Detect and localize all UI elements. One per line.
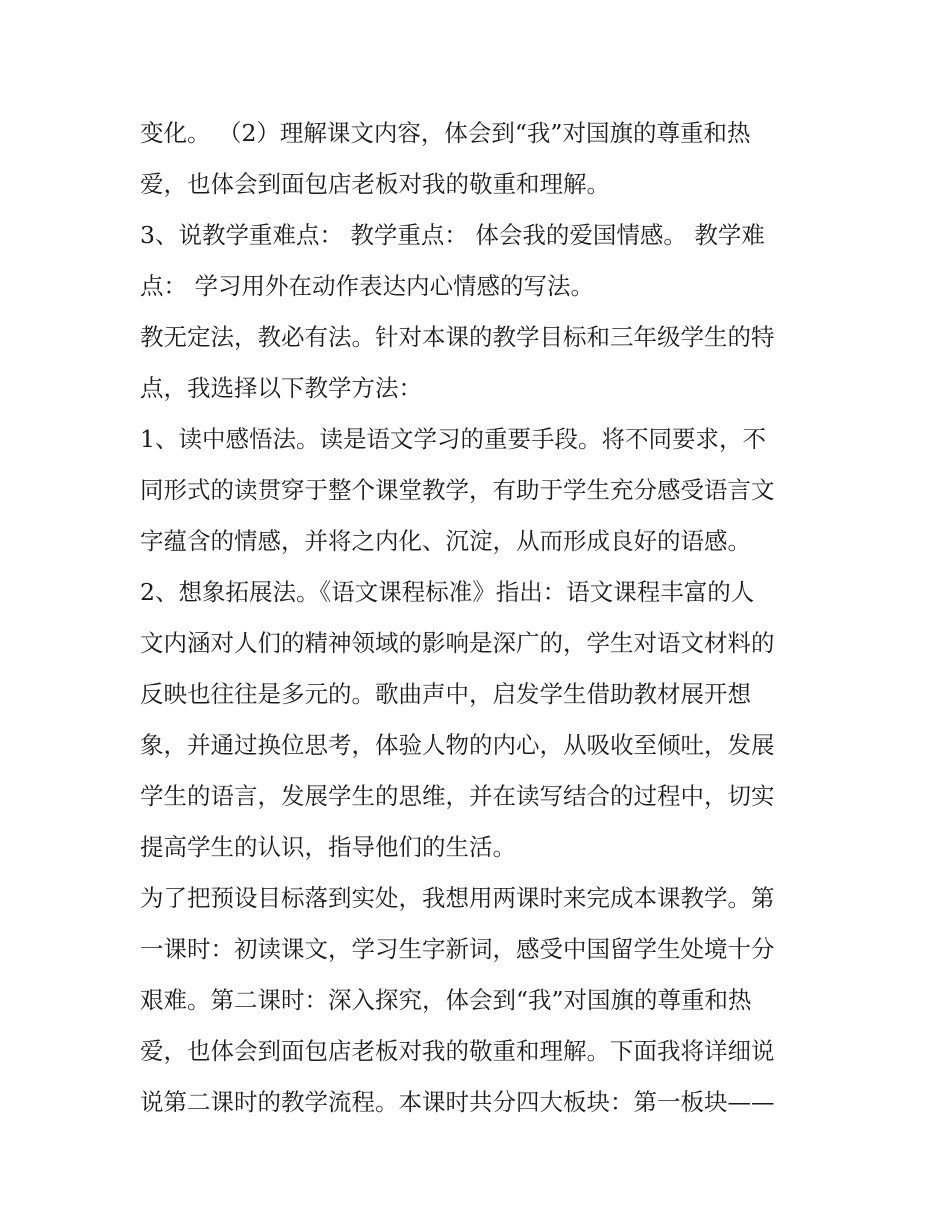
text-line: 象，并通过换位思考，体验人物的内心，从吸收至倾吐，发展: [140, 731, 775, 759]
text-line: 1、读中感悟法。读是语文学习的重要手段。将不同要求，不: [140, 425, 766, 453]
text-line: 反映也往往是多元的。歌曲声中，启发学生借助教材展开想: [140, 680, 751, 708]
text-line: 爱，也体会到面包店老板对我的敬重和理解。下面我将详细说: [140, 1037, 775, 1065]
text-line: 2、想象拓展法。《语文课程标准》指出：语文课程丰富的人: [140, 578, 755, 606]
text-line: 爱，也体会到面包店老板对我的敬重和理解。: [140, 170, 610, 198]
text-line: 同形式的读贯穿于整个课堂教学，有助于学生充分感受语言文: [140, 476, 775, 504]
text-line: 一课时：初读课文，学习生字新词，感受中国留学生处境十分: [140, 935, 775, 963]
text-line: 字蕴含的情感，并将之内化、沉淀，从而形成良好的语感。: [140, 527, 751, 555]
text-line: 变化。 （2）理解课文内容，体会到“我”对国旗的尊重和热: [140, 119, 751, 147]
text-line: 3、说教学重难点： 教学重点： 体会我的爱国情感。 教学难: [140, 221, 765, 249]
text-line: 教无定法，教必有法。针对本课的教学目标和三年级学生的特: [140, 323, 775, 351]
text-line: 学生的语言，发展学生的思维，并在读写结合的过程中，切实: [140, 782, 775, 810]
text-line: 艰难。第二课时：深入探究，体会到“我”对国旗的尊重和热: [140, 986, 752, 1014]
text-line: 点，我选择以下教学方法：: [140, 374, 422, 402]
text-line: 点： 学习用外在动作表达内心情感的写法。: [140, 272, 594, 300]
text-line: 说第二课时的教学流程。本课时共分四大板块：第一板块——: [140, 1088, 775, 1116]
text-line: 文内涵对人们的精神领域的影响是深广的，学生对语文材料的: [140, 629, 775, 657]
body-text: [140, 108, 820, 1128]
text-line: 为了把预设目标落到实处，我想用两课时来完成本课教学。第: [140, 884, 775, 912]
text-line: 提高学生的认识，指导他们的生活。: [140, 833, 516, 861]
